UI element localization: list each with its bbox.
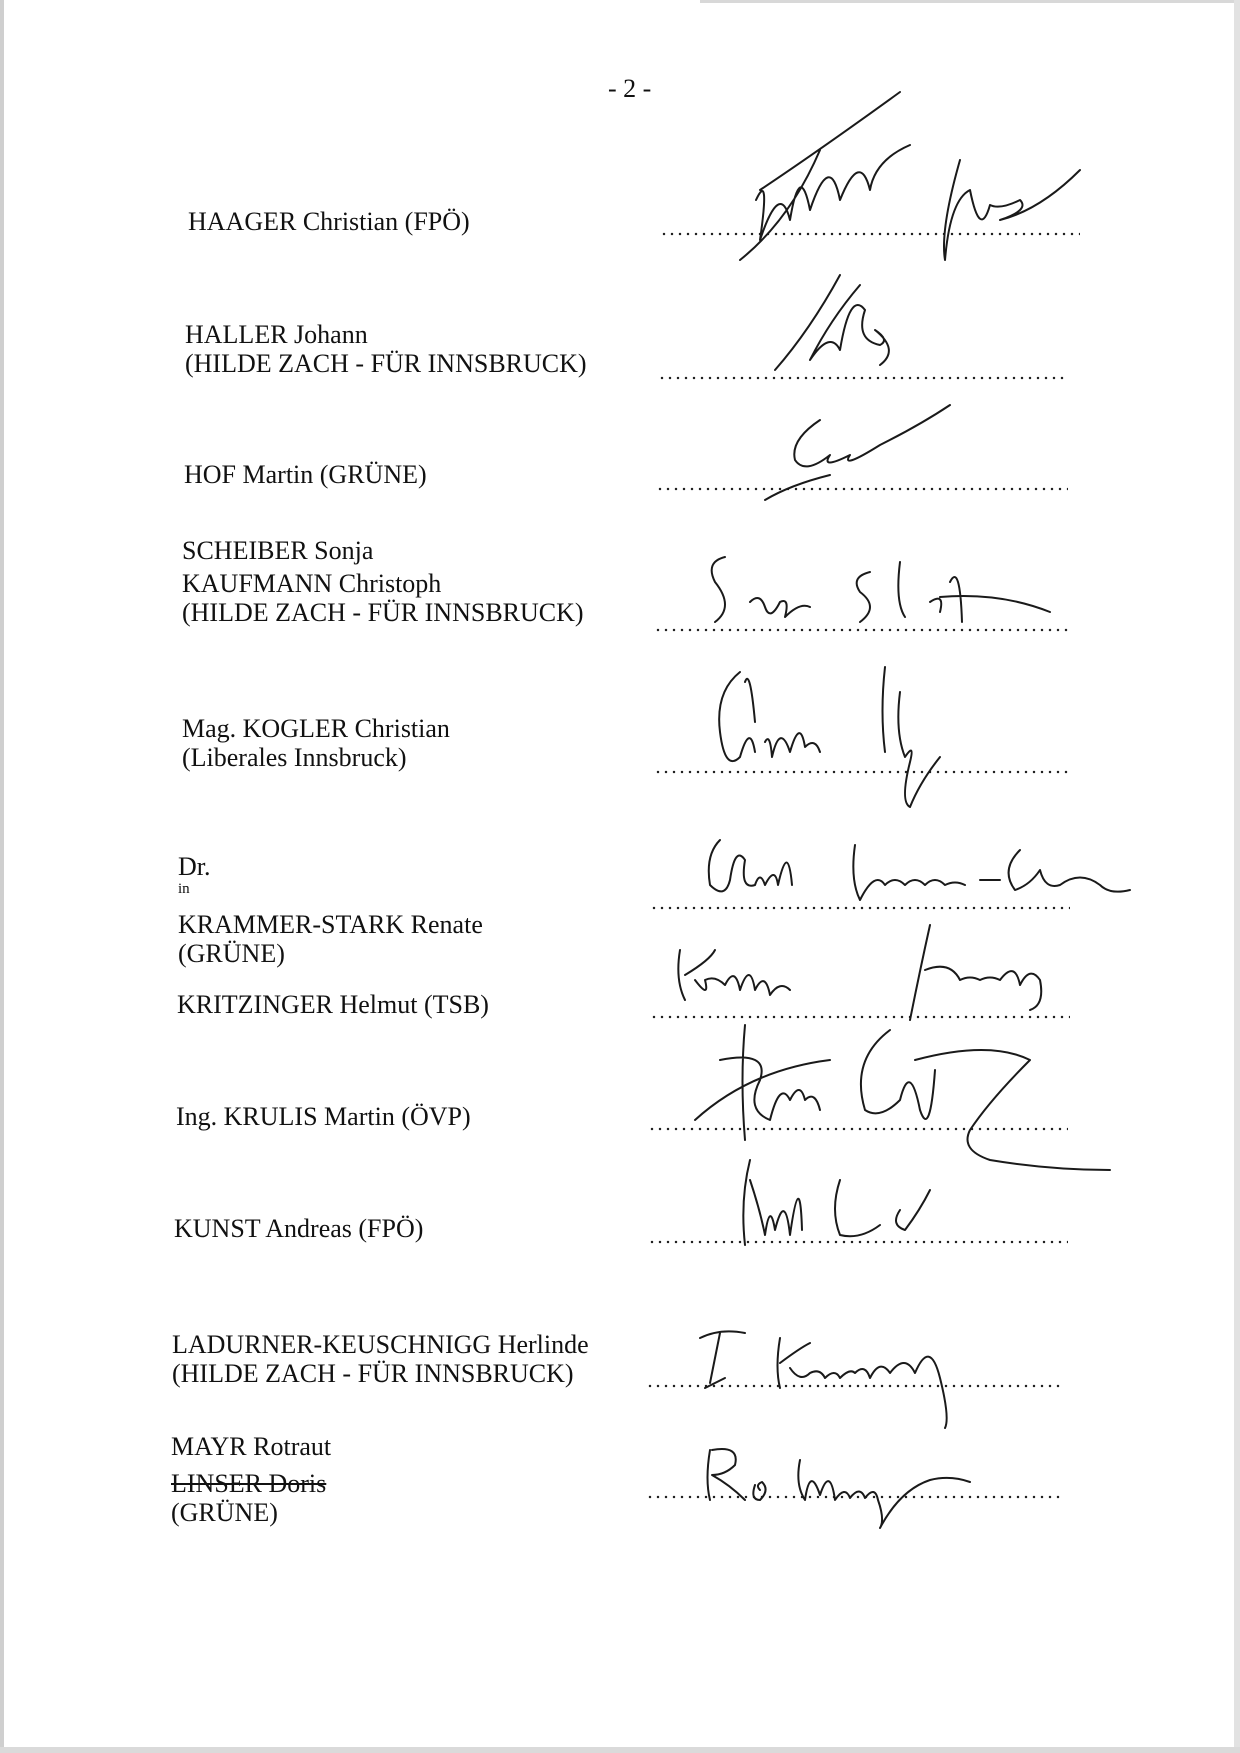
signature [760,400,960,510]
member-name: MAYR Rotraut LINSER Doris (GRÜNE) [171,1432,332,1527]
scan-edge [0,0,4,1753]
member-name: Dr. $^{in}$ KRAMMER-STARK Renate (GRÜNE) [178,852,483,968]
signature [730,1150,950,1250]
member-name: HOF Martin (GRÜNE) [184,460,427,489]
member-name: KRITZINGER Helmut (TSB) [177,990,489,1019]
signature [700,90,1120,280]
member-name: HAAGER Christian (FPÖ) [188,207,470,236]
member-name: SCHEIBER Sonja KAUFMANN Christoph (HILDE ZACH - FÜR INNSBRUCK) [182,536,584,627]
signature [690,1318,1010,1438]
scan-edge [0,1747,1240,1753]
scan-edge [1234,0,1240,1753]
member-name: KUNST Andreas (FPÖ) [174,1214,424,1243]
scan-edge [700,0,1240,3]
member-name: HALLER Johann (HILDE ZACH - FÜR INNSBRUCK) [185,320,587,378]
signature [770,270,920,380]
signature [700,830,1140,915]
signature [710,662,970,812]
struck-name: LINSER Doris [171,1469,327,1498]
member-name: Ing. KRULIS Martin (ÖVP) [176,1102,471,1131]
page-number: - 2 - [608,74,652,103]
signature [700,552,1060,632]
member-name: Mag. KOGLER Christian (Liberales Innsbruck) [182,714,450,772]
member-name: LADURNER-KEUSCHNIGG Herlinde (HILDE ZACH - FÜR INNSBRUCK) [172,1330,589,1388]
signature [700,1440,980,1530]
